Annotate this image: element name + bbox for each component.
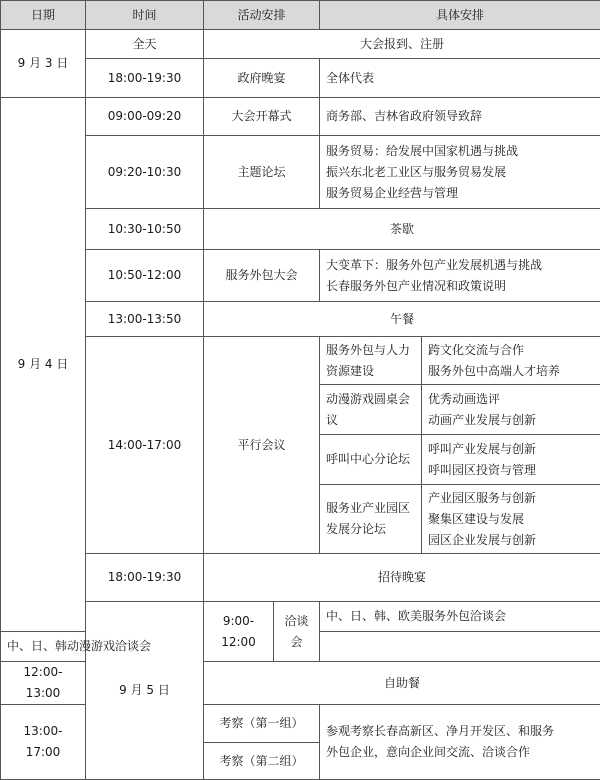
forum-name: 呼叫中心分论坛 bbox=[320, 435, 422, 485]
detail-line: 呼叫园区投资与管理 bbox=[428, 460, 594, 481]
detail-line: 优秀动画选评 bbox=[428, 389, 594, 410]
time-cell: 09:00-09:20 bbox=[86, 98, 204, 136]
detail-cell: 自助餐 bbox=[204, 662, 600, 705]
detail-line: 大变革下：服务外包产业发展机遇与挑战 bbox=[326, 255, 594, 276]
forum-topics bbox=[422, 385, 600, 435]
forum-name: 服务业产业园区发展分论坛 bbox=[320, 485, 422, 554]
detail-line: 跨文化交流与合作 bbox=[428, 340, 594, 361]
detail-line: 参观考察长春高新区、净月开发区、和服务 bbox=[326, 721, 594, 742]
activity-cell: 考察（第一组） bbox=[204, 705, 320, 743]
time-cell: 10:50-12:00 bbox=[86, 250, 204, 302]
time-cell: 全天 bbox=[86, 30, 204, 59]
time-cell: 18:00-19:30 bbox=[86, 59, 204, 98]
activity-cell: 平行会议 bbox=[204, 337, 320, 554]
activity-cell: 政府晚宴 bbox=[204, 59, 320, 98]
activity-cell: 考察（第二组） bbox=[204, 743, 320, 780]
detail-line: 服务外包中高端人才培养 bbox=[428, 361, 594, 382]
detail-cell: 大会报到、注册 bbox=[204, 30, 600, 59]
header-date: 日期 bbox=[1, 1, 86, 30]
forum-topics bbox=[422, 337, 600, 385]
time-cell: 13:00-13:50 bbox=[86, 302, 204, 337]
detail-cell bbox=[320, 136, 600, 209]
table-row bbox=[1, 30, 600, 59]
table-row bbox=[1, 98, 600, 136]
activity-cell: 服务外包大会 bbox=[204, 250, 320, 302]
table-row bbox=[1, 337, 600, 385]
date-cell: 9 月 3 日 bbox=[1, 30, 86, 98]
header-activity: 活动安排 bbox=[204, 1, 320, 30]
table-row bbox=[1, 209, 600, 250]
time-cell: 10:30-10:50 bbox=[86, 209, 204, 250]
time-cell: 13:00-17:00 bbox=[1, 705, 86, 780]
forum-name: 动漫游戏圆桌会议 bbox=[320, 385, 422, 435]
forum-name: 服务外包与人力资源建设 bbox=[320, 337, 422, 385]
detail-line: 动画产业发展与创新 bbox=[428, 410, 594, 431]
detail-cell: 商务部、吉林省政府领导致辞 bbox=[320, 98, 600, 136]
activity-cell: 大会开幕式 bbox=[204, 98, 320, 136]
detail-cell bbox=[320, 250, 600, 302]
detail-cell: 中、日、韩动漫游戏洽谈会 bbox=[1, 632, 274, 662]
header-time: 时间 bbox=[86, 1, 204, 30]
date-cell: 9 月 4 日 bbox=[1, 98, 86, 632]
table-row bbox=[1, 250, 600, 302]
detail-cell: 中、日、韩、欧美服务外包洽谈会 bbox=[320, 602, 600, 632]
detail-line: 聚集区建设与发展 bbox=[428, 509, 594, 530]
table-row bbox=[1, 59, 600, 98]
detail-cell: 全体代表 bbox=[320, 59, 600, 98]
time-cell: 9:00-12:00 bbox=[204, 602, 274, 662]
detail-line: 长春服务外包产业情况和政策说明 bbox=[326, 276, 594, 297]
detail-line: 产业园区服务与创新 bbox=[428, 488, 594, 509]
detail-line: 外包企业，意向企业间交流、洽谈合作 bbox=[326, 742, 594, 763]
time-cell: 14:00-17:00 bbox=[86, 337, 204, 554]
time-cell: 09:20-10:30 bbox=[86, 136, 204, 209]
date-cell: 9 月 5 日 bbox=[86, 602, 204, 780]
time-cell: 18:00-19:30 bbox=[86, 554, 204, 602]
detail-cell: 招待晚宴 bbox=[204, 554, 600, 602]
table-row bbox=[1, 302, 600, 337]
forum-topics bbox=[422, 485, 600, 554]
detail-cell: 午餐 bbox=[204, 302, 600, 337]
forum-topics bbox=[422, 435, 600, 485]
table-row bbox=[1, 602, 600, 632]
detail-line: 呼叫产业发展与创新 bbox=[428, 439, 594, 460]
table-row bbox=[1, 136, 600, 209]
detail-line: 服务贸易企业经营与管理 bbox=[326, 183, 594, 204]
detail-cell bbox=[320, 705, 600, 780]
detail-line: 振兴东北老工业区与服务贸易发展 bbox=[326, 162, 594, 183]
table-row bbox=[1, 554, 600, 602]
detail-cell: 茶歇 bbox=[204, 209, 600, 250]
detail-line: 服务贸易：给发展中国家机遇与挑战 bbox=[326, 141, 594, 162]
time-cell: 12:00-13:00 bbox=[1, 662, 86, 705]
activity-cell: 主题论坛 bbox=[204, 136, 320, 209]
header-details: 具体安排 bbox=[320, 1, 600, 30]
activity-cell: 洽谈会 bbox=[274, 602, 320, 662]
detail-line: 园区企业发展与创新 bbox=[428, 530, 594, 551]
